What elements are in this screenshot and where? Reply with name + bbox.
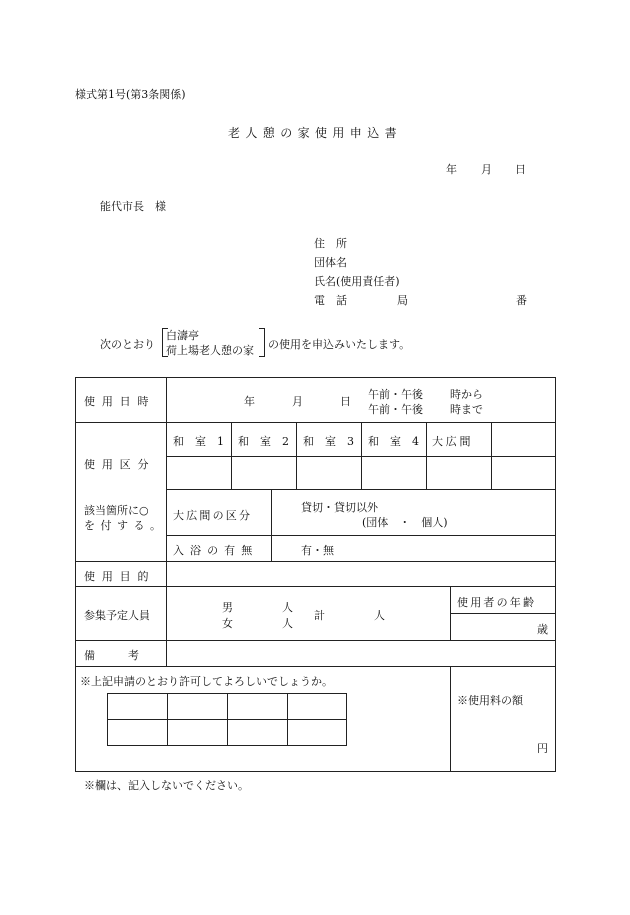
hall-option-2: (団体 ・ 個人) xyxy=(362,516,448,529)
room-hall: 大広間 xyxy=(432,435,474,448)
footnote: ※欄は、記入しないでください。 xyxy=(84,779,249,792)
room-1: 和 室 1 xyxy=(173,435,224,448)
fee-label: ※使用料の額 xyxy=(457,694,523,707)
bathing-label: 入浴の有無 xyxy=(173,544,259,557)
remarks-label: 備 考 xyxy=(84,649,139,662)
date-year: 年 xyxy=(446,163,457,176)
age-label: 使用者の年齢 xyxy=(457,596,537,609)
total-label: 計 xyxy=(314,609,325,622)
facility-right-bracket xyxy=(259,328,265,357)
hall-option-1: 貸切・貸切以外 xyxy=(301,501,378,514)
applicant-address-label: 住 所 xyxy=(314,237,347,250)
datetime-year: 年 xyxy=(244,395,255,408)
facility-option-2: 荷上場老人憩の家 xyxy=(166,344,254,357)
purpose-label: 使用目的 xyxy=(84,570,156,583)
addressee: 能代市長 様 xyxy=(100,200,166,213)
fee-unit: 円 xyxy=(537,742,548,755)
female-label: 女 xyxy=(222,617,233,630)
mark-note-line-1: 該当箇所に○ xyxy=(84,504,149,517)
hall-division-label: 大広間の区分 xyxy=(173,509,253,522)
age-unit: 歳 xyxy=(537,623,548,636)
applicant-name-label: 氏名(使用責任者) xyxy=(314,275,400,288)
room-4: 和 室 4 xyxy=(368,435,419,448)
date-month: 月 xyxy=(481,163,492,176)
applicant-phone-bureau: 局 xyxy=(397,294,408,307)
applicant-phone-label: 電 話 xyxy=(314,294,347,307)
from-ampm: 午前・午後 xyxy=(368,388,423,401)
request-suffix: の使用を申込みいたします。 xyxy=(268,338,411,351)
total-unit: 人 xyxy=(374,609,385,622)
permit-note: ※上記申請のとおり許可してよろしいでしょうか。 xyxy=(80,675,333,688)
bathing-option: 有・無 xyxy=(301,544,334,557)
mark-note-line-2: を付する。 xyxy=(84,519,167,532)
request-prefix: 次のとおり xyxy=(100,338,155,351)
to-time: 時まで xyxy=(450,403,483,416)
female-unit: 人 xyxy=(282,617,293,630)
usage-datetime-label: 使用日時 xyxy=(84,395,156,408)
room-3: 和 室 3 xyxy=(303,435,354,448)
to-ampm: 午前・午後 xyxy=(368,403,423,416)
room-2: 和 室 2 xyxy=(238,435,289,448)
applicant-group-label: 団体名 xyxy=(314,256,347,269)
usage-section-label: 使用区分 xyxy=(84,458,156,471)
applicant-phone-number: 番 xyxy=(516,294,527,307)
male-label: 男 xyxy=(222,601,233,614)
from-time: 時から xyxy=(450,388,483,401)
facility-option-1: 白濤亭 xyxy=(166,329,199,342)
page-title: 老人憩の家使用申込書 xyxy=(228,126,403,140)
male-unit: 人 xyxy=(282,601,293,614)
form-number: 様式第1号(第3条関係) xyxy=(75,88,186,101)
datetime-day: 日 xyxy=(340,395,351,408)
datetime-month: 月 xyxy=(292,395,303,408)
attendees-label: 参集予定人員 xyxy=(84,609,150,622)
date-day: 日 xyxy=(515,163,526,176)
